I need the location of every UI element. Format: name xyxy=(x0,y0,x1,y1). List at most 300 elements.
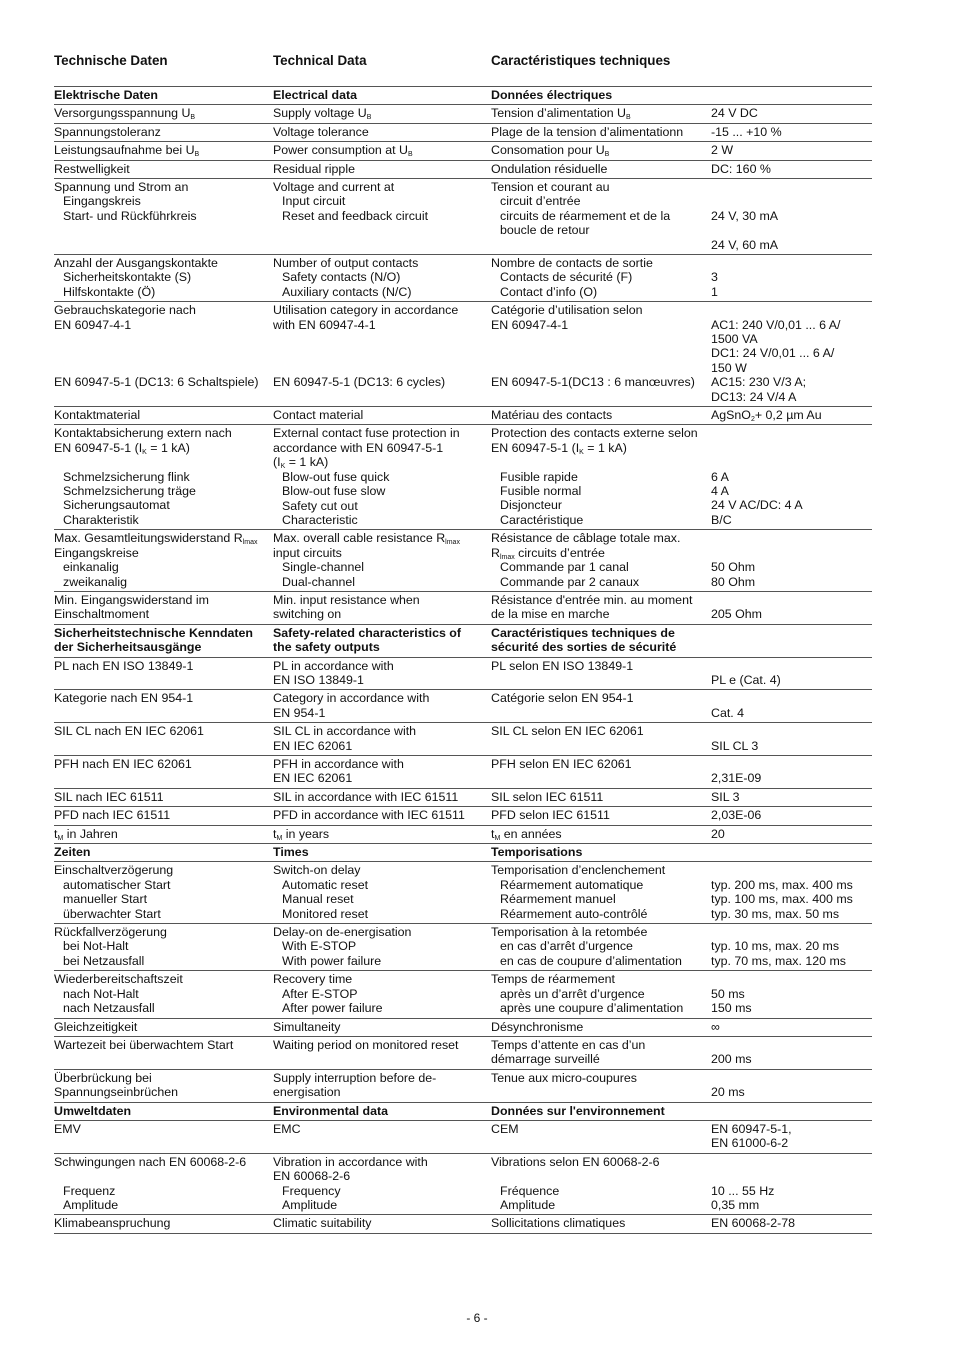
cell-line: PFH in accordance with xyxy=(273,757,404,771)
section-header-row xyxy=(54,1102,872,1120)
cell-line: 50 Ohm xyxy=(711,560,756,575)
cell-line: Monitored reset xyxy=(282,906,369,921)
cell-line: Waiting period on monitored reset xyxy=(273,1037,459,1052)
table-row xyxy=(54,1153,872,1215)
cell-line: Switch-on delay xyxy=(273,863,361,878)
cell-line: EN 60947-4-1 xyxy=(491,317,569,332)
cell-line: PFD in accordance with IEC 61511 xyxy=(273,808,465,823)
cell-de xyxy=(54,530,273,592)
cell-line: EN 60947-5-1 ($I_K = 1$ kA) xyxy=(54,440,190,456)
cell-line: Frequency xyxy=(282,1183,341,1198)
cell-line: Caractéristique xyxy=(500,512,584,527)
cell-fr xyxy=(491,690,711,723)
cell-de xyxy=(54,971,273,1018)
cell-de xyxy=(54,1018,273,1036)
cell-line: $t_M$ en années xyxy=(491,826,562,842)
table-row xyxy=(54,302,872,407)
cell-fr xyxy=(491,1102,711,1120)
cell-line xyxy=(711,1104,872,1118)
cell-line: ∞ xyxy=(711,1019,720,1034)
cell-line xyxy=(491,1169,711,1183)
cell-line: Contact d’info (O) xyxy=(500,284,598,299)
cell-line xyxy=(711,1038,872,1052)
cell-fr xyxy=(491,825,711,843)
cell-line: Hilfskontakte (Ö) xyxy=(63,284,156,299)
cell-fr xyxy=(491,179,711,255)
cell-line xyxy=(711,724,872,738)
cell-line: Sicherheitstechnische Kenndaten xyxy=(54,625,253,640)
cell-en xyxy=(273,690,491,723)
cell-line: $t_M$ in years xyxy=(273,826,330,842)
cell-en xyxy=(273,1036,491,1069)
cell-line: der Sicherheitsausgänge xyxy=(54,640,202,655)
cell-fr xyxy=(491,807,711,825)
table-row xyxy=(54,1120,872,1153)
section-header-row xyxy=(54,624,872,657)
cell-line: switching on xyxy=(273,607,342,622)
heading-en: Technical Data xyxy=(273,53,367,68)
cell-value xyxy=(711,255,872,302)
heading-value xyxy=(711,52,872,86)
cell-line xyxy=(54,1169,273,1183)
cell-line: 3 xyxy=(711,270,718,285)
cell-line xyxy=(711,626,872,640)
cell-line: PFH selon EN IEC 62061 xyxy=(491,757,632,771)
cell-line: DC1: 24 V/0,01 ... 6 A/ xyxy=(711,346,835,361)
table-row xyxy=(54,723,872,756)
cell-de xyxy=(54,302,273,407)
cell-line: typ. 200 ms, max. 400 ms xyxy=(711,877,853,892)
cell-line: AC15: 230 V/3 A; xyxy=(711,375,807,390)
cell-line: Characteristic xyxy=(282,512,358,527)
cell-en xyxy=(273,1102,491,1120)
cell-en xyxy=(273,425,491,530)
cell-line: With E-STOP xyxy=(282,939,357,954)
cell-de xyxy=(54,624,273,657)
cell-line: Kontaktmaterial xyxy=(54,408,141,423)
cell-line xyxy=(711,691,872,705)
table-row xyxy=(54,756,872,789)
cell-en xyxy=(273,591,491,624)
cell-line xyxy=(711,426,872,440)
cell-en xyxy=(273,179,491,255)
cell-line: Sicherheitskontakte (S) xyxy=(63,270,192,285)
cell-fr xyxy=(491,425,711,530)
table-row xyxy=(54,1018,872,1036)
cell-line: Min. input resistance when xyxy=(273,592,420,607)
cell-fr xyxy=(491,756,711,789)
cell-en xyxy=(273,807,491,825)
cell-de xyxy=(54,1215,273,1233)
cell-line: de la mise en marche xyxy=(491,607,610,622)
cell-line: Temporisation d’enclenchement xyxy=(491,863,666,878)
cell-line xyxy=(54,332,273,346)
cell-de xyxy=(54,1069,273,1102)
cell-line: Vibrations selon EN 60068-2-6 xyxy=(491,1154,660,1169)
cell-line: Contacts de sécurité (F) xyxy=(500,270,633,285)
cell-line: Schmelzsicherung flink xyxy=(63,469,190,484)
cell-fr xyxy=(491,723,711,756)
cell-fr xyxy=(491,862,711,924)
cell-de xyxy=(54,844,273,862)
cell-line: input circuits xyxy=(273,545,342,560)
cell-line: Protection des contacts externe selon xyxy=(491,426,698,441)
cell-value xyxy=(711,723,872,756)
cell-line: typ. 100 ms, max. 400 ms xyxy=(711,892,853,907)
cell-line: 10 ... 55 Hz xyxy=(711,1183,775,1198)
cell-de xyxy=(54,807,273,825)
cell-de xyxy=(54,756,273,789)
cell-line: PL nach EN ISO 13849-1 xyxy=(54,658,194,673)
cell-value xyxy=(711,1018,872,1036)
cell-line: en cas de coupure d’alimentation xyxy=(500,953,682,968)
cell-line xyxy=(711,546,872,560)
cell-line: Supply interruption before de- xyxy=(273,1070,437,1085)
cell-line xyxy=(711,223,872,237)
cell-line: Résistance d'entrée min. au moment xyxy=(491,592,693,607)
cell-value xyxy=(711,924,872,971)
cell-line: 20 xyxy=(711,826,725,841)
cell-line: 2,03E-06 xyxy=(711,808,762,823)
cell-line: 24 V AC/DC: 4 A xyxy=(711,498,803,513)
cell-line: Input circuit xyxy=(282,194,346,209)
cell-line: Versorgungsspannung $U_B$ xyxy=(54,106,196,122)
cell-line: Safety-related characteristics of xyxy=(273,625,462,640)
cell-line: Temporisation à la retombée xyxy=(491,925,648,940)
cell-en xyxy=(273,1153,491,1215)
cell-line: démarrage surveillé xyxy=(491,1052,600,1067)
table-row xyxy=(54,807,872,825)
cell-line: Recovery time xyxy=(273,972,353,987)
cell-fr xyxy=(491,624,711,657)
cell-line: Kontaktabsicherung extern nach xyxy=(54,426,232,441)
cell-line: Amplitude xyxy=(500,1197,556,1212)
cell-line: Anzahl der Ausgangskontakte xyxy=(54,256,218,271)
cell-line: 1500 VA xyxy=(711,332,758,347)
cell-fr xyxy=(491,657,711,690)
cell-line: External contact fuse protection in xyxy=(273,426,460,441)
cell-line: EN 60947-5-1(DC13 : 6 manœuvres) xyxy=(491,375,695,390)
cell-line: SIL CL in accordance with xyxy=(273,724,417,739)
cell-value xyxy=(711,142,872,160)
cell-line: Gebrauchskategorie nach xyxy=(54,303,196,318)
cell-line: EN 61000-6-2 xyxy=(711,1136,789,1151)
cell-line: Category in accordance with xyxy=(273,691,430,706)
cell-line xyxy=(711,455,872,469)
cell-fr xyxy=(491,530,711,592)
cell-de xyxy=(54,788,273,806)
cell-line: 205 Ohm xyxy=(711,607,762,622)
table-row xyxy=(54,1215,872,1233)
table-row xyxy=(54,788,872,806)
cell-line xyxy=(711,659,872,673)
cell-line xyxy=(273,361,491,375)
cell-line: 0,35 mm xyxy=(711,1197,760,1212)
table-row xyxy=(54,1036,872,1069)
cell-line: en cas d’arrêt d’urgence xyxy=(500,939,633,954)
cell-line: circuits de réarmement et de la xyxy=(500,208,671,223)
cell-line: Tension et courant au xyxy=(491,180,610,195)
cell-line: Manual reset xyxy=(282,892,354,907)
cell-line xyxy=(491,332,711,346)
cell-line: Einschaltverzögerung xyxy=(54,863,174,878)
cell-value xyxy=(711,407,872,425)
cell-line: nach Not-Halt xyxy=(63,986,139,1001)
cell-line: Disjoncteur xyxy=(500,498,562,513)
cell-en xyxy=(273,924,491,971)
cell-line: Auxiliary contacts (N/C) xyxy=(282,284,412,299)
cell-line: Simultaneity xyxy=(273,1019,341,1034)
cell-en xyxy=(273,825,491,843)
cell-value xyxy=(711,1215,872,1233)
cell-line: Single-channel xyxy=(282,560,364,575)
cell-line: sécurité des sorties de sécurité xyxy=(491,640,677,655)
cell-en xyxy=(273,1018,491,1036)
cell-line: After E-STOP xyxy=(282,986,358,1001)
cell-line xyxy=(711,925,872,939)
cell-line xyxy=(711,1071,872,1085)
cell-en xyxy=(273,1215,491,1233)
cell-fr xyxy=(491,924,711,971)
cell-de xyxy=(54,123,273,141)
cell-fr xyxy=(491,302,711,407)
cell-line: nach Netzausfall xyxy=(63,1001,155,1016)
cell-line: EN 60947-5-1 (DC13: 6 Schaltspiele) xyxy=(54,375,259,390)
cell-line: Nombre de contacts de sortie xyxy=(491,256,653,271)
cell-line: Residual ripple xyxy=(273,161,355,176)
cell-value xyxy=(711,87,872,105)
cell-line: typ. 10 ms, max. 20 ms xyxy=(711,939,840,954)
table-row xyxy=(54,971,872,1018)
cell-line: Frequenz xyxy=(63,1183,116,1198)
cell-en xyxy=(273,407,491,425)
cell-line xyxy=(711,194,872,208)
cell-line: après un d’arrêt d’urgence xyxy=(500,986,645,1001)
cell-line xyxy=(711,1169,872,1183)
cell-line: EN IEC 62061 xyxy=(273,771,353,786)
cell-line: Min. Eingangswiderstand im xyxy=(54,592,209,607)
cell-line: Caractéristiques techniques de xyxy=(491,625,675,640)
cell-fr xyxy=(491,105,711,123)
cell-line: 150 W xyxy=(711,360,747,375)
cell-de xyxy=(54,179,273,255)
cell-line: Restwelligkeit xyxy=(54,161,130,176)
cell-en xyxy=(273,844,491,862)
cell-en xyxy=(273,657,491,690)
cell-line xyxy=(273,332,491,346)
cell-en xyxy=(273,160,491,178)
cell-line: PL selon EN ISO 13849-1 xyxy=(491,658,634,673)
cell-line: Données électriques xyxy=(491,88,613,102)
cell-line: Wiederbereitschaftszeit xyxy=(54,972,183,987)
cell-value xyxy=(711,807,872,825)
cell-line: 50 ms xyxy=(711,986,745,1001)
cell-line: Plage de la tension d’alimentationn xyxy=(491,124,684,139)
cell-line: PFD selon IEC 61511 xyxy=(491,808,610,823)
cell-fr xyxy=(491,160,711,178)
cell-en xyxy=(273,624,491,657)
cell-line: EMV xyxy=(54,1121,81,1136)
cell-en xyxy=(273,1069,491,1102)
cell-line: Environmental data xyxy=(273,1103,388,1118)
cell-line: Fréquence xyxy=(500,1183,560,1198)
cell-line: Blow-out fuse quick xyxy=(282,469,390,484)
cell-line: Power consumption at $U_B$ xyxy=(273,143,413,159)
table-row xyxy=(54,862,872,924)
cell-line: With power failure xyxy=(282,953,382,968)
cell-line xyxy=(711,863,872,877)
page-number: - 6 - xyxy=(466,1311,488,1325)
cell-de xyxy=(54,1036,273,1069)
cell-line: Sicherungsautomat xyxy=(63,498,170,513)
table-row xyxy=(54,1069,872,1102)
cell-line: energisation xyxy=(273,1085,341,1100)
cell-de xyxy=(54,657,273,690)
cell-line: 2,31E-09 xyxy=(711,771,762,786)
cell-line: Données sur l'environnement xyxy=(491,1103,665,1118)
cell-line: Réarmement automatique xyxy=(500,877,644,892)
cell-line: accordance with EN 60947-5-1 xyxy=(273,440,444,455)
cell-line: einkanalig xyxy=(63,560,119,575)
table-row xyxy=(54,425,872,530)
cell-line: AC1: 240 V/0,01 ... 6 A/ xyxy=(711,317,841,332)
cell-line: Tension d’alimentation $U_B$ xyxy=(491,106,631,122)
cell-line: Cat. 4 xyxy=(711,705,745,720)
cell-de xyxy=(54,862,273,924)
cell-line xyxy=(711,256,872,270)
cell-line: Catégorie d’utilisation selon xyxy=(491,303,643,318)
cell-fr xyxy=(491,1153,711,1215)
cell-line: Schwingungen nach EN 60068-2-6 xyxy=(54,1154,247,1169)
cell-line: Fusible normal xyxy=(500,484,582,499)
cell-line: EMC xyxy=(273,1121,301,1136)
cell-value xyxy=(711,862,872,924)
cell-line: PL in accordance with xyxy=(273,658,394,673)
cell-de xyxy=(54,425,273,530)
cell-fr xyxy=(491,1120,711,1153)
table-row xyxy=(54,407,872,425)
cell-fr xyxy=(491,255,711,302)
cell-value xyxy=(711,1036,872,1069)
cell-value xyxy=(711,788,872,806)
cell-line: zweikanalig xyxy=(63,574,128,589)
cell-line: Times xyxy=(273,845,309,860)
cell-line: Sollicitations climatiques xyxy=(491,1216,626,1231)
cell-line: Reset and feedback circuit xyxy=(282,208,429,223)
cell-de xyxy=(54,1102,273,1120)
cell-line: Temps de réarmement xyxy=(491,972,615,987)
cell-en xyxy=(273,255,491,302)
cell-en xyxy=(273,123,491,141)
section-header-row xyxy=(54,87,872,105)
cell-fr xyxy=(491,971,711,1018)
cell-line: 24 V, 60 mA xyxy=(711,237,779,252)
cell-line: 2 W xyxy=(711,143,734,158)
cell-line: EN IEC 62061 xyxy=(273,738,353,753)
cell-value xyxy=(711,302,872,407)
cell-value xyxy=(711,105,872,123)
heading-de: Technische Daten xyxy=(54,53,168,68)
cell-en xyxy=(273,788,491,806)
datasheet-page xyxy=(54,52,872,1234)
cell-line: Blow-out fuse slow xyxy=(282,484,386,499)
cell-line: Spannung und Strom an xyxy=(54,180,189,195)
table-row xyxy=(54,530,872,592)
cell-line: EN 60068-2-6 xyxy=(273,1169,351,1184)
cell-en xyxy=(273,302,491,407)
cell-value xyxy=(711,1120,872,1153)
cell-line: Gleichzeitigkeit xyxy=(54,1019,138,1034)
cell-fr xyxy=(491,788,711,806)
cell-line: Klimabeanspruchung xyxy=(54,1216,171,1231)
cell-line: 6 A xyxy=(711,469,729,484)
cell-fr xyxy=(491,1069,711,1102)
cell-line: SIL CL nach EN IEC 62061 xyxy=(54,724,204,739)
cell-en xyxy=(273,105,491,123)
cell-line: EN 60068-2-78 xyxy=(711,1216,796,1231)
cell-line: Start- und Rückführkreis xyxy=(63,208,197,223)
cell-line: Max. Gesamtleitungswiderstand $R_{lmax}$ xyxy=(54,531,258,547)
cell-line: 20 ms xyxy=(711,1085,745,1100)
cell-de xyxy=(54,160,273,178)
cell-line: 24 V, 30 mA xyxy=(711,208,779,223)
cell-fr xyxy=(491,1215,711,1233)
cell-line xyxy=(273,346,491,360)
cell-line: Désynchronisme xyxy=(491,1019,584,1034)
cell-line: EN 60947-5-1 (DC13: 6 cycles) xyxy=(273,375,446,390)
cell-line: 150 ms xyxy=(711,1001,752,1016)
cell-line: Einschaltmoment xyxy=(54,607,150,622)
cell-line: EN 60947-4-1 xyxy=(54,317,132,332)
cell-line: Réarmement auto-contrôlé xyxy=(500,906,648,921)
cell-line: Wartezeit bei überwachtem Start xyxy=(54,1037,234,1052)
cell-line: Consomation pour $U_B$ xyxy=(491,143,610,159)
cell-line: Matériau des contacts xyxy=(491,408,613,423)
cell-line xyxy=(711,180,872,194)
cell-line: 24 V DC xyxy=(711,106,758,121)
cell-line: Eingangskreis xyxy=(63,194,141,209)
cell-line: PL e (Cat. 4) xyxy=(711,672,781,687)
table-row xyxy=(54,690,872,723)
cell-line: Leistungsaufnahme bei $U_B$ xyxy=(54,143,200,159)
cell-line: typ. 70 ms, max. 120 ms xyxy=(711,953,846,968)
cell-line: Delay-on de-energisation xyxy=(273,925,412,940)
cell-de xyxy=(54,924,273,971)
cell-line: EN 60947-5-1 ($I_K = 1$ kA) xyxy=(491,440,627,456)
cell-line: Kategorie nach EN 954-1 xyxy=(54,691,194,706)
cell-de xyxy=(54,1120,273,1153)
cell-line: Voltage tolerance xyxy=(273,124,369,139)
cell-line: Temps d’attente en cas d’un xyxy=(491,1037,646,1052)
table-row xyxy=(54,160,872,178)
cell-line xyxy=(491,361,711,375)
cell-value xyxy=(711,825,872,843)
cell-line: Temporisations xyxy=(491,845,583,860)
cell-line xyxy=(54,346,273,360)
cell-fr xyxy=(491,1036,711,1069)
cell-line: SIL in accordance with IEC 61511 xyxy=(273,789,459,804)
cell-line: boucle de retour xyxy=(500,223,590,238)
cell-line: PFH nach EN IEC 62061 xyxy=(54,757,192,771)
cell-en xyxy=(273,723,491,756)
cell-de xyxy=(54,255,273,302)
cell-line: $t_M$ in Jahren xyxy=(54,826,118,842)
cell-line: Überbrückung bei xyxy=(54,1070,152,1085)
cell-line: Umweltdaten xyxy=(54,1103,132,1118)
cell-line: bei Netzausfall xyxy=(63,953,145,968)
cell-line: Utilisation category in accordance xyxy=(273,303,459,318)
cell-value xyxy=(711,179,872,255)
